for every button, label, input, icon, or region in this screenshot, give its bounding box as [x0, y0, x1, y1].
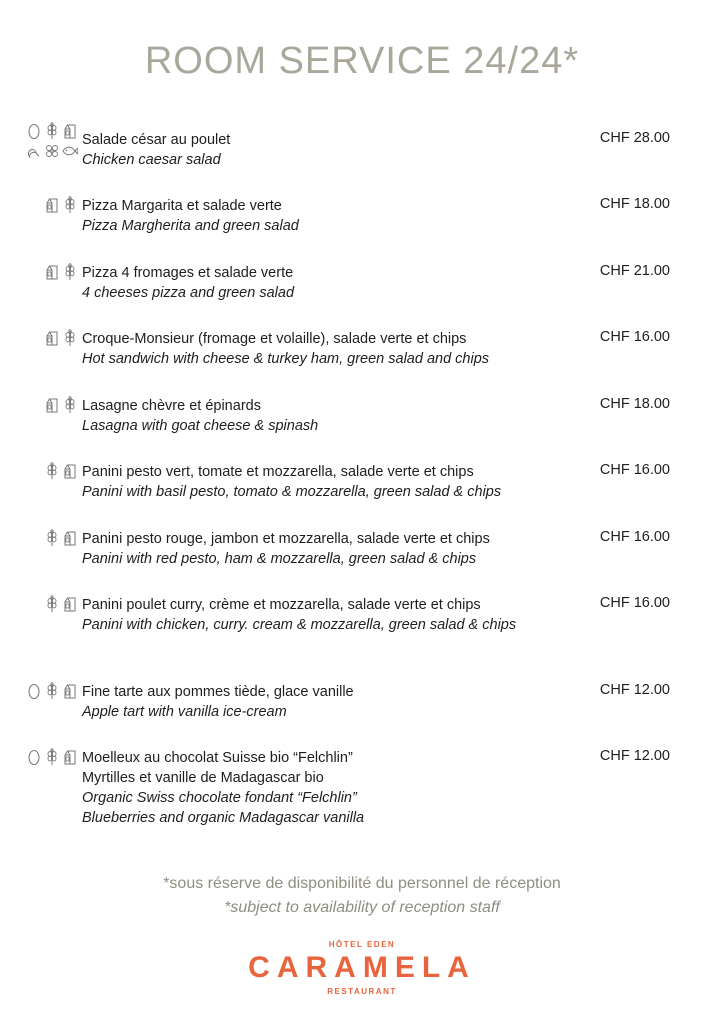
allergen-icons — [16, 748, 78, 766]
wheat-icon — [44, 682, 60, 700]
logo-subtitle: RESTAURANT — [327, 987, 397, 996]
menu-item — [0, 126, 724, 192]
dish-subtitle-en: Blueberries and organic Madagascar vanilla — [82, 810, 365, 826]
wheat-icon — [44, 462, 60, 480]
logo-hotel-name: HÔTEL EDEN — [328, 940, 396, 949]
milk-icon — [44, 396, 60, 414]
wheat-icon — [62, 329, 78, 347]
dish-name-en: Panini with red pesto, ham & mozzarella, green salad & chips — [82, 551, 477, 567]
dish-name-fr: Panini pesto vert, tomate et mozzarella, salade verte et chips — [82, 464, 474, 480]
dish-name-fr: Pizza Margarita et salade verte — [82, 198, 282, 214]
menu-item — [0, 744, 724, 854]
menu-item — [0, 192, 724, 259]
dish-price: CHF 18.00 — [599, 196, 670, 212]
wheat-icon — [44, 529, 60, 547]
dish-name-en: Hot sandwich with cheese & turkey ham, green salad and chips — [82, 351, 490, 367]
wheat-icon — [44, 595, 60, 613]
allergen-icons — [16, 196, 78, 214]
footnote-fr: *sous réserve de disponibilité du personnel de réception — [163, 875, 561, 892]
menu-item — [0, 458, 724, 525]
allergen-icons — [16, 122, 78, 160]
allergen-icons — [16, 263, 78, 281]
dish-price: CHF 16.00 — [599, 329, 670, 345]
dish-price: CHF 18.00 — [599, 396, 670, 412]
milk-icon — [44, 196, 60, 214]
fish-icon — [62, 142, 78, 160]
dish-price: CHF 12.00 — [599, 682, 670, 698]
mustard-icon — [26, 142, 42, 160]
menu-list — [0, 126, 724, 854]
allergen-icons — [16, 595, 78, 613]
dish-price: CHF 16.00 — [599, 595, 670, 611]
dish-name-fr: Panini pesto rouge, jambon et mozzarella, salade verte et chips — [82, 531, 490, 547]
dish-name-en: Panini with chicken, curry. cream & mozzarella, green salad & chips — [82, 617, 517, 633]
dish-price: CHF 28.00 — [599, 130, 670, 146]
milk-icon — [44, 329, 60, 347]
menu-item — [0, 591, 724, 678]
menu-item — [0, 259, 724, 325]
dish-name-en: Pizza Margherita and green salad — [82, 218, 299, 234]
allergen-icons — [16, 329, 78, 347]
footnote-en: *subject to availability of reception staff — [224, 899, 500, 916]
milk-icon — [62, 595, 78, 613]
dish-name-en: Lasagna with goat cheese & spinash — [82, 418, 319, 434]
egg-icon — [26, 748, 42, 766]
allergen-icons — [16, 682, 78, 700]
milk-icon — [44, 263, 60, 281]
dish-name-fr: Croque-Monsieur (fromage et volaille), salade verte et chips — [82, 331, 467, 347]
milk-icon — [62, 529, 78, 547]
menu-item — [0, 325, 724, 392]
dish-price: CHF 12.00 — [599, 748, 670, 764]
milk-icon — [62, 682, 78, 700]
wheat-icon — [62, 263, 78, 281]
wheat-icon — [44, 122, 60, 140]
footnote — [0, 872, 724, 920]
dish-name-en: 4 cheeses pizza and green salad — [82, 285, 295, 301]
wheat-icon — [44, 748, 60, 766]
dish-subtitle-fr: Myrtilles et vanille de Madagascar bio — [82, 770, 324, 786]
dish-name-fr: Pizza 4 fromages et salade verte — [82, 265, 294, 281]
allergen-icons — [16, 396, 78, 414]
wheat-icon — [62, 396, 78, 414]
dish-price: CHF 21.00 — [599, 263, 670, 279]
dish-name-en: Apple tart with vanilla ice-cream — [82, 704, 287, 720]
milk-icon — [62, 462, 78, 480]
dish-name-fr: Moelleux au chocolat Suisse bio “Felchlin” — [82, 750, 353, 766]
dish-name-fr: Fine tarte aux pommes tiède, glace vanille — [82, 684, 354, 700]
dish-name-fr: Salade césar au poulet — [82, 132, 231, 148]
dish-price: CHF 16.00 — [599, 462, 670, 478]
menu-item — [0, 678, 724, 744]
milk-icon — [62, 122, 78, 140]
wheat-icon — [62, 196, 78, 214]
milk-icon — [62, 748, 78, 766]
dish-name-en: Organic Swiss chocolate fondant “Felchlin” — [82, 790, 357, 806]
menu-item — [0, 392, 724, 458]
allergen-icons — [16, 462, 78, 480]
dish-name-fr: Panini poulet curry, crème et mozzarella, salade verte et chips — [82, 597, 481, 613]
egg-icon — [26, 682, 42, 700]
page-title: ROOM SERVICE 24/24* — [144, 40, 580, 82]
dish-name-en: Chicken caesar salad — [82, 152, 221, 168]
restaurant-logo — [0, 940, 724, 996]
celery-icon — [44, 142, 60, 160]
menu-item — [0, 525, 724, 591]
allergen-icons — [16, 529, 78, 547]
dish-name-fr: Lasagne chèvre et épinards — [82, 398, 261, 414]
dish-price: CHF 16.00 — [599, 529, 670, 545]
egg-icon — [26, 122, 42, 140]
logo-brand: CARAMELA — [248, 951, 476, 984]
dish-name-en: Panini with basil pesto, tomato & mozzarella, green salad & chips — [82, 484, 502, 500]
